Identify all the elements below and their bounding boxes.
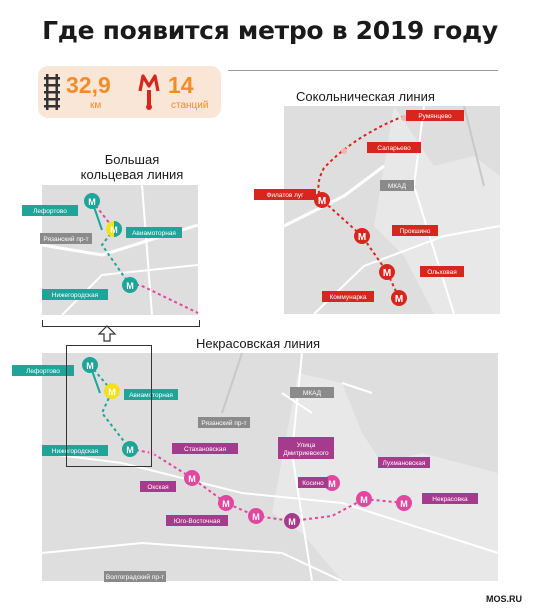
- svg-text:M: M: [86, 361, 94, 371]
- nekr-label-avia: Авиамоторная: [129, 392, 173, 399]
- sokol-label-fil: Филатов луг: [266, 192, 304, 199]
- bkl-label-nizh: Нижегородская: [51, 292, 99, 299]
- metro-station-lef: [84, 193, 100, 209]
- sokol-label-olh: Ольховая: [427, 269, 457, 276]
- bkl-label-ryaz: Рязанский пр-т: [43, 236, 89, 243]
- arrow-up-icon: [97, 324, 117, 342]
- svg-text:M: M: [400, 499, 408, 509]
- sokol-label-mkad: МКАД: [387, 183, 407, 190]
- svg-text:M: M: [317, 196, 327, 207]
- svg-text:M: M: [252, 512, 260, 522]
- nekr-label-yuv: Юго-Восточная: [173, 518, 221, 525]
- svg-text:M: M: [126, 281, 134, 291]
- nekr-station-yuv: [248, 508, 264, 524]
- sokol-map: [266, 106, 500, 314]
- svg-text:M: M: [360, 495, 368, 505]
- metro-station-olh: [379, 264, 395, 280]
- nekr-map: [26, 353, 498, 581]
- metro-station-fil: [314, 192, 330, 208]
- nekr-station-oks: [218, 495, 234, 511]
- sokol-label-sal: Саларьево: [377, 145, 411, 152]
- metro-station-nizh: [122, 277, 138, 293]
- metro-station-pro: [354, 228, 370, 244]
- nekr-label-nizh: Нижегородская: [51, 448, 99, 455]
- bkl-map-svg: [33, 185, 198, 315]
- km-unit: км: [90, 100, 102, 111]
- svg-text:M: M: [188, 474, 196, 484]
- inset-frame: [66, 345, 152, 467]
- bkl-title-line1: Большая: [104, 152, 160, 167]
- sokol-label-rum: Румянцево: [418, 113, 452, 120]
- nekr-label-lukh: Лухмановская: [382, 460, 426, 467]
- bkl-map: [33, 185, 198, 315]
- svg-text:M: M: [328, 479, 336, 489]
- bkl-title-line2: кольцевая линия: [80, 167, 184, 182]
- nekr-label-lef: Лефортово: [26, 368, 60, 375]
- rail-track-icon: [44, 74, 60, 110]
- nekr-label-mkad: МКАД: [302, 390, 322, 397]
- bkl-label-lef: Лефортово: [33, 208, 67, 215]
- km-value: 32,9: [66, 72, 111, 98]
- svg-text:M: M: [288, 517, 296, 527]
- svg-text:M: M: [394, 294, 404, 305]
- nekr-label-ryaz: Рязанский пр-т: [201, 420, 247, 427]
- sokol-map-svg: [266, 106, 500, 314]
- nekr-station-lukh: [356, 491, 372, 507]
- page-title: Где появится метро в 2019 году: [42, 16, 498, 45]
- nekr-title: Некрасовская линия: [196, 336, 321, 351]
- nekr-label-volg: Волгоградский пр-т: [105, 574, 165, 581]
- nekr-label-ul2: Дмитриевского: [283, 450, 329, 457]
- nekr-label-stak: Стахановская: [184, 446, 226, 453]
- svg-text:M: M: [126, 445, 134, 455]
- metro-m-icon: [138, 73, 160, 111]
- metro-station-kom: [391, 290, 407, 306]
- svg-text:M: M: [222, 499, 230, 509]
- sokol-label-kom: Коммунарка: [329, 294, 367, 301]
- bkl-title: [74, 152, 190, 182]
- nekr-label-oks: Окская: [147, 484, 169, 491]
- svg-text:M: M: [110, 225, 118, 235]
- nekr-label-kos: Косино: [302, 480, 324, 487]
- metro-station-avia: [106, 221, 122, 237]
- nekr-label-ul1: Улица: [296, 442, 316, 449]
- bracket: [42, 320, 200, 327]
- svg-text:M: M: [108, 387, 116, 397]
- svg-text:M: M: [382, 268, 392, 279]
- sokol-label-pro: Прокшино: [399, 228, 431, 235]
- svg-text:M: M: [88, 197, 96, 207]
- source-footer: MOS.RU: [486, 594, 522, 604]
- sokol-title: Сокольническая линия: [296, 89, 435, 104]
- divider: [228, 70, 498, 71]
- svg-text:M: M: [357, 232, 367, 243]
- nekr-station-nekr: [396, 495, 412, 511]
- nekr-station-stak: [184, 470, 200, 486]
- nekr-station-kos: [284, 513, 300, 529]
- stats-box: [38, 66, 221, 118]
- stations-unit: станций: [171, 100, 209, 111]
- nekr-label-nekr: Некрасовка: [432, 496, 468, 503]
- bkl-label-avia: Авиамоторная: [132, 230, 176, 237]
- stations-value: 14: [168, 72, 194, 98]
